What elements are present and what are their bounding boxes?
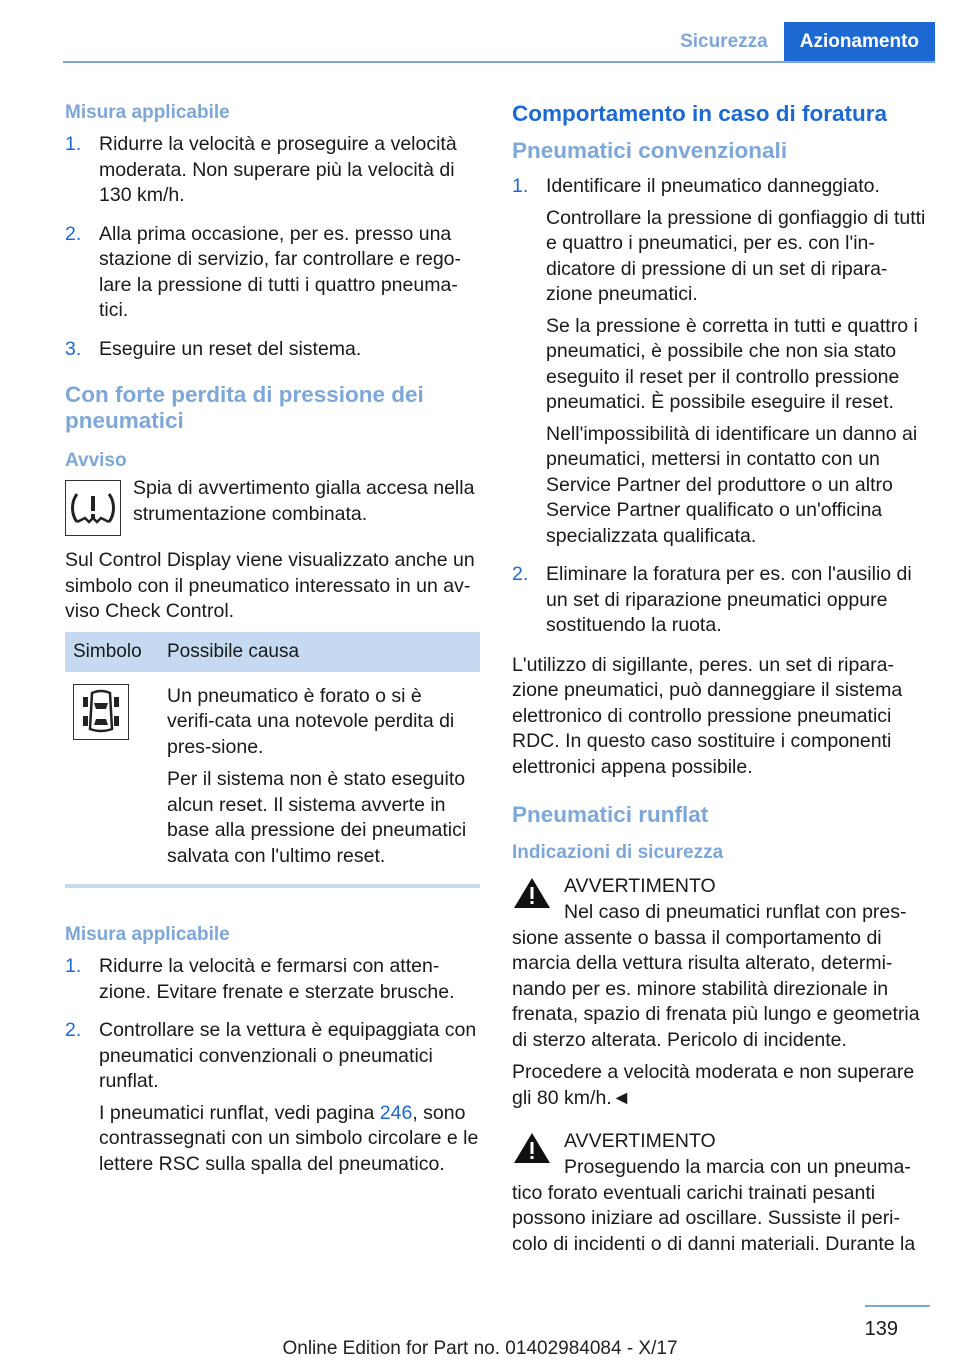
tab-azionamento[interactable]: Azionamento (784, 22, 935, 62)
step-subtext: I pneumatici runflat, vedi pagina 246, sono contrassegnati con un simbolo circolare e le lettere RSC sulla spalla del pneumatico. (99, 1101, 479, 1175)
step-number: 3. (65, 337, 82, 360)
step-list-2 (65, 954, 480, 1183)
warning-label: AVVERTIMENTO (564, 1130, 716, 1152)
step-number: 1. (65, 955, 82, 977)
page-number: 139 (864, 1318, 898, 1340)
step-list-1 (65, 132, 480, 368)
conventional-tires-heading: Pneumatici convenzionali (512, 138, 788, 163)
safety-notes-heading: Indicazioni di sicurezza (512, 842, 724, 863)
step-subtext: Se la pressione è corretta in tutti e quattro i pneumatici, è possibile che non sia stato eseguito il reset per il controllo pressione pneumatici. È possibile eseguire il reset. (546, 314, 918, 413)
step-number: 2. (65, 1019, 82, 1041)
table-row (65, 672, 480, 881)
step-text: Identificare il pneumatico danneggiato. (546, 175, 880, 197)
page-link-246[interactable]: 246 (379, 1101, 413, 1124)
check-control-paragraph: Sul Control Display viene visualizzato anche un simbolo con il pneumatico interessato in un av-viso Check Control. (65, 549, 475, 622)
misura-applicabile-heading-2: Misura applicabile (65, 924, 230, 945)
warning-block-2 (512, 1127, 930, 1257)
step-subtext: Controllare la pressione di gonfiaggio di tutti e quattro i pneumatici, per es. con l'in-dicatore di pressione di un set di ripara-zione pneumatici. (546, 206, 926, 305)
sealant-paragraph: L'utilizzo di sigillante, peres. un set di ripara-zione pneumatici, può danneggiare il sistema elettronico di controllo pressione pneumatici RDC. In questo caso sostituire i componenti elettronici appena possibile. (512, 653, 903, 778)
warning-triangle-icon (512, 876, 552, 910)
column-header-symbol: Simbolo (65, 632, 159, 672)
notice-text: Spia di avvertimento gialla accesa nella strumentazione combinata. (133, 477, 475, 525)
table-bottom-rule (65, 884, 480, 888)
step-number: 1. (512, 175, 529, 197)
step-text: Controllare se la vettura è equipaggiata con pneumatici convenzionali o pneumatici runflat. (99, 1019, 477, 1092)
warning-text: Proseguendo la marcia con un pneuma-tico forato eventuali carichi trainati pesanti possono iniziare ad oscillare. Sussiste il peri-colo di incidenti o di danni materiali. Durante la (512, 1156, 916, 1255)
cause-text: Per il sistema non è stato eseguito alcun reset. Il sistema avverte in base alla pressione dei pneumatici salvata con l'ultimo reset. (167, 768, 467, 867)
step-number: 1. (65, 133, 82, 155)
left-column (65, 100, 480, 1191)
right-column (512, 100, 930, 1265)
step-list-right (512, 174, 930, 645)
warning-text: Procedere a velocità moderata e non superare gli 80 km/h.◄ (512, 1061, 915, 1109)
cause-text: Un pneumatico è forato o si è verifi-cata una notevole perdita di pres-sione. (167, 684, 455, 758)
symbol-table (65, 632, 480, 881)
step-text: Ridurre la velocità e proseguire a velocità moderata. Non superare più la velocità di 130 km/h. (99, 133, 457, 206)
warning-block-1 (512, 872, 930, 1111)
step-text: Eseguire un reset del sistema. (99, 337, 362, 360)
list-item (65, 954, 480, 1011)
section-title-pressure-loss: Con forte perdita di pressione dei pneumatici (65, 382, 424, 433)
notice-heading: Avviso (65, 450, 127, 471)
notice-block (65, 477, 480, 536)
step-number: 2. (512, 563, 529, 585)
runflat-heading: Pneumatici runflat (512, 802, 709, 827)
tire-pressure-warning-icon (65, 480, 121, 536)
step-number: 2. (65, 222, 82, 245)
list-item (65, 222, 480, 330)
header-divider (63, 61, 935, 63)
tab-sicurezza[interactable]: Sicurezza (680, 31, 768, 52)
column-header-cause: Possibile causa (159, 632, 480, 672)
car-tire-symbol-icon (73, 684, 129, 740)
puncture-behavior-title: Comportamento in caso di foratura (512, 101, 888, 126)
step-subtext: Nell'impossibilità di identificare un danno ai pneumatici, mettersi in contatto con un Service Partner del produttore o un altro Service Partner qualificato o un'officina specializzata qualificata. (546, 422, 918, 547)
page-number-rule (865, 1305, 930, 1307)
header-tabs (664, 22, 935, 62)
footer-edition: Online Edition for Part no. 01402984084 - X/17 (282, 1338, 678, 1359)
step-text: Alla prima occasione, per es. presso una stazione di servizio, far controllare e rego-lare la pressione di tutti i quattro pneuma-tici. (99, 222, 461, 321)
warning-label: AVVERTIMENTO (564, 875, 716, 897)
warning-triangle-icon (512, 1131, 552, 1165)
step-text: Ridurre la velocità e fermarsi con atten-zione. Evitare frenate e sterzate brusche. (99, 955, 455, 1003)
list-item (65, 337, 480, 369)
list-item (512, 174, 930, 555)
list-item (65, 1018, 480, 1183)
table-header-row (65, 632, 480, 672)
warning-text: Nel caso di pneumatici runflat con pres-sione assente o bassa il comportamento di marcia della vettura risulta alterato, determi-nando per es. minore stabilità direzionale in frenata, spazio di frenata più lungo e geometria di sterzo alterata. Pericolo di incidente. (512, 901, 920, 1051)
list-item (512, 562, 930, 645)
list-item (65, 132, 480, 215)
misura-applicabile-heading: Misura applicabile (65, 102, 230, 123)
step-text: Eliminare la foratura per es. con l'ausilio di un set di riparazione pneumatici oppure sostituendo la ruota. (546, 563, 912, 636)
